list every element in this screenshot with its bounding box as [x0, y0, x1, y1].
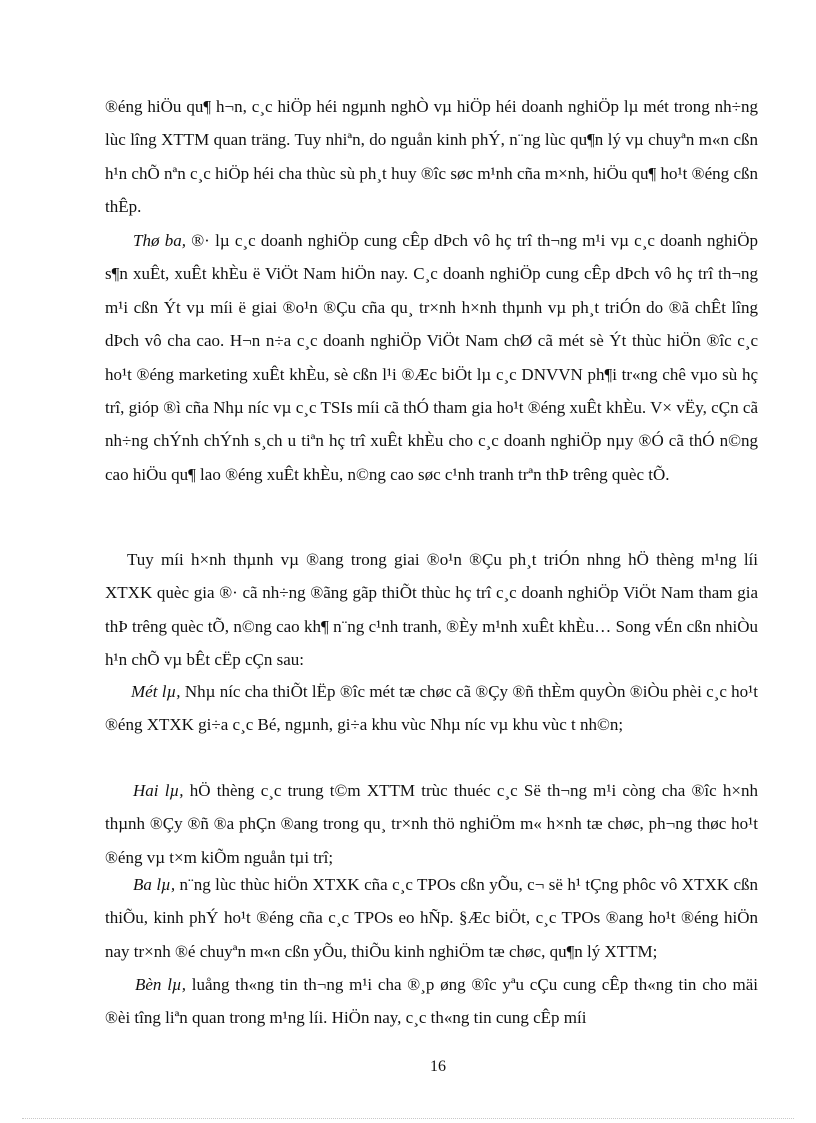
page-bottom-divider — [22, 1118, 794, 1119]
paragraph-5-text: hÖ thèng c¸c trung t©m XTTM trùc thuéc c¸c Së th¬ng m¹i còng cha ®îc h×nh thµnh ®Çy ®ñ ®a phÇn ®ang trong qu¸ tr×nh thö nghiÖm m« h×nh tæ chøc, ph¬ng thøc ho¹t ®éng vµ t×m kiÕm nguån tµi trî; — [105, 781, 758, 867]
paragraph-1-text: ®éng hiÖu qu¶ h¬n, c¸c hiÖp héi ngµnh nghÒ vµ hiÖp héi doanh nghiÖp lµ mét trong nh÷ng lùc lîng XTTM quan träng. Tuy nhiªn, do nguån kinh phÝ, n¨ng lùc qu¶n lý vµ chuyªn m«n cßn h¹n chÕ nªn c¸c hiÖp héi cha thùc sù ph¸t huy ®îc søc m¹nh cña m×nh, hiÖu qu¶ ho¹t ®éng cßn thÊp. — [105, 97, 758, 217]
paragraph-4 — [105, 675, 758, 742]
paragraph-3 — [105, 543, 758, 677]
page-number: 16 — [430, 1058, 446, 1075]
paragraph-2-text: ®· lµ c¸c doanh nghiÖp cung cÊp dÞch vô hç trî th¬ng m¹i vµ c¸c doanh nghiÖp s¶n xuÊt, xuÊt khÈu ë ViÖt Nam hiÖn nay. C¸c doanh nghiÖp cung cÊp dÞch vô hç trî th¬ng m¹i cßn Ýt vµ míi ë giai ®o¹n ®Çu cña qu¸ tr×nh h×nh thµnh vµ ph¸t triÓn do ®ã chÊt lîng dÞch vô cha cao. H¬n n÷a c¸c doanh nghiÖp ViÖt Nam chØ cã mét sè Ýt thùc hiÖn ®îc c¸c ho¹t ®éng marketing xuÊt khÈu, sè cßn l¹i ®Æc biÖt lµ c¸c DNVVN ph¶i tr«ng chê vµo sù hç trî, gióp ®ì cña Nhµ níc vµ c¸c TSIs míi cã thÓ tham gia ho¹t ®éng xuÊt khÈu. V× vËy, cÇn cã nh÷ng chÝnh chÝnh s¸ch u tiªn hç trî xuÊt khÈu cho c¸c doanh nghiÖp nµy ®Ó cã thÓ n©ng cao hiÖu qu¶ lao ®éng xuÊt khÈu, n©ng cao søc c¹nh tranh trªn thÞ trêng quèc tÕ. — [105, 231, 758, 484]
paragraph-4-text: Nhµ níc cha thiÕt lËp ®îc mét tæ chøc cã ®Çy ®ñ thÈm quyÒn ®iÒu phèi c¸c ho¹t ®éng XTXK gi÷a c¸c Bé, ngµnh, gi÷a khu vùc Nhµ níc vµ khu vùc t nh©n; — [105, 682, 758, 735]
paragraph-7-text: luång th«ng tin th¬ng m¹i cha ®¸p øng ®îc yªu cÇu cung cÊp th«ng tin cho mäi ®èi tîng liªn quan trong m¹ng líi. HiÖn nay, c¸c th«ng tin cung cÊp míi — [105, 975, 759, 1028]
paragraph-6-text: n¨ng lùc thùc hiÖn XTXK cña c¸c TPOs cßn yÕu, c¬ së h¹ tÇng phôc vô XTXK cßn thiÕu, kinh phÝ ho¹t ®éng cña c¸c TPOs eo hÑp. §Æc biÖt, c¸c TPOs ®ang ho¹t ®éng hiÖn nay tr×nh ®é chuyªn m«n cßn yÕu, thiÕu kinh nghiÖm tæ chøc, qu¶n lý XTTM; — [105, 875, 758, 961]
paragraph-1 — [105, 90, 758, 224]
paragraph-6-lead: Ba lµ, — [133, 875, 176, 894]
paragraph-3-text: Tuy míi h×nh thµnh vµ ®ang trong giai ®o¹n ®Çu ph¸t triÓn nhng hÖ thèng m¹ng líi XTXK quèc gia ®· cã nh÷ng ®ãng gãp thiÕt thùc hç trî c¸c doanh nghiÖp ViÖt Nam tham gia thÞ trêng quèc tÕ, n©ng cao kh¶ n¨ng c¹nh tranh, ®Èy m¹nh xuÊt khÈu… Song vÉn cßn nhiÒu h¹n chÕ vµ bÊt cËp cÇn sau: — [105, 550, 758, 670]
paragraph-7-lead: Bèn lµ, — [135, 975, 186, 994]
paragraph-7 — [105, 968, 758, 1035]
paragraph-5-lead: Hai lµ, — [133, 781, 184, 800]
paragraph-2 — [105, 224, 758, 491]
paragraph-5 — [105, 774, 758, 874]
paragraph-6 — [105, 868, 758, 968]
paragraph-4-lead: Mét lµ, — [131, 682, 181, 701]
paragraph-2-lead: Thø ba, — [133, 231, 186, 250]
